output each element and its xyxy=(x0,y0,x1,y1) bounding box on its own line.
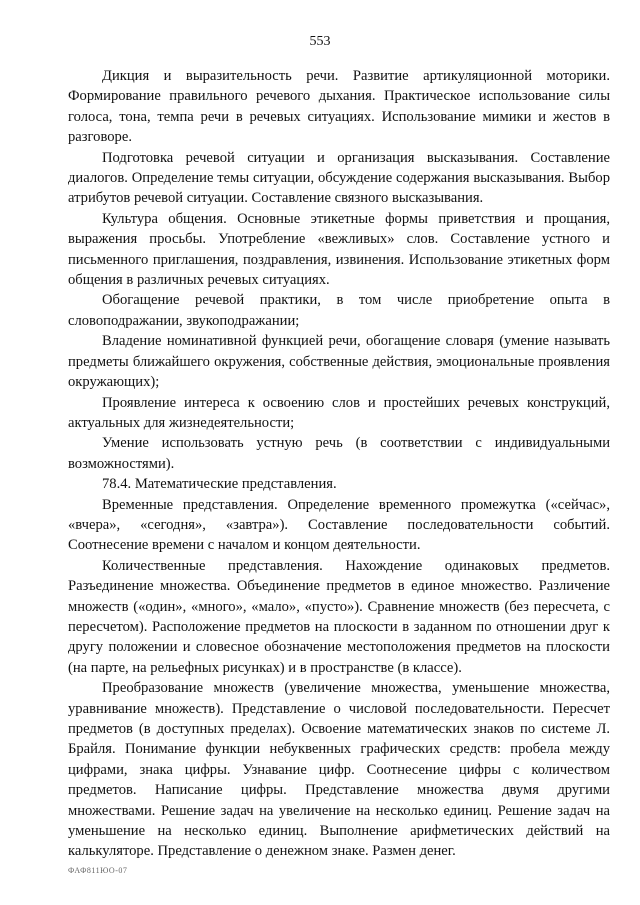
paragraph-quantity-concepts: Количественные представления. Нахождение одинаковых предметов. Разъединение множества. Объединение предметов в единое множество. Различение множеств («один», «много», «мало», «пусто»). Сравнение множеств (без пересчета, с пересчетом). Расположение предметов на плоскости в заданном по отношении друг к другу положении и словесное обозначение местоположения предметов на плоскости (на парте, на рельефных рисунках) и в пространстве (в классе). xyxy=(68,557,610,676)
paragraph-communication-culture: Культура общения. Основные этикетные формы приветствия и прощания, выражения просьбы. Употребление «вежливых» слов. Составление устного и письменного приглашения, поздравления, извинения. Использование этикетных форм общения в различных речевых ситуациях. xyxy=(68,210,610,289)
paragraph-oral-speech: Умение использовать устную речь (в соответствии с индивидуальными возможностями). xyxy=(68,435,610,472)
page-number: 553 xyxy=(309,34,331,49)
footer-code: ФАФ811ЮО-07 xyxy=(68,866,128,875)
paragraph-diction: Дикция и выразительность речи. Развитие артикуляционной моторики. Формирование правильного речевого дыхания. Практическое использование силы голоса, тона, темпа речи в речевых ситуациях. Использование мимики и жестов в разговоре. xyxy=(68,68,610,146)
paragraph-speech-situation: Подготовка речевой ситуации и организация высказывания. Составление диалогов. Определение темы ситуации, обсуждение содержания высказывания. Выбор атрибутов речевой ситуации. Составление связного высказывания. xyxy=(68,149,610,207)
paragraph-interest: Проявление интереса к освоению слов и простейших речевых конструкций, актуальных для жизнедеятельности; xyxy=(68,394,610,431)
paragraph-speech-practice: Обогащение речевой практики, в том числе приобретение опыта в словоподражании, звукоподражании; xyxy=(68,292,610,329)
section-heading-math: 78.4. Математические представления. xyxy=(102,476,337,493)
document-body xyxy=(68,66,610,862)
paragraph-set-transformation: Преобразование множеств (увеличение множества, уменьшение множества, уравнивание множеств). Представление о числовой последовательности. Пересчет предметов (в доступных пределах). Освоение математических знаков по системе Л. Брайля. Понимание функции небуквенных графических средств: пробела между цифрами, знака цифры. Узнавание цифр. Соотнесение цифры с количеством предметов. Написание цифры. Представление множества двумя другими множествами. Решение задач на увеличение на несколько единиц. Решение задач на уменьшение на несколько единиц. Выполнение арифметических действий на калькуляторе. Представление о денежном знаке. Размен денег. xyxy=(68,680,610,860)
paragraph-nominative-function: Владение номинативной функцией речи, обогащение словаря (умение называть предметы ближайшего окружения, собственные действия, эмоциональные проявления окружающих); xyxy=(68,333,610,391)
paragraph-time-concepts: Временные представления. Определение временного промежутка («сейчас», «вчера», «сегодня», «завтра»). Составление последовательности событий. Соотнесение времени с началом и концом деятельности. xyxy=(68,496,610,554)
